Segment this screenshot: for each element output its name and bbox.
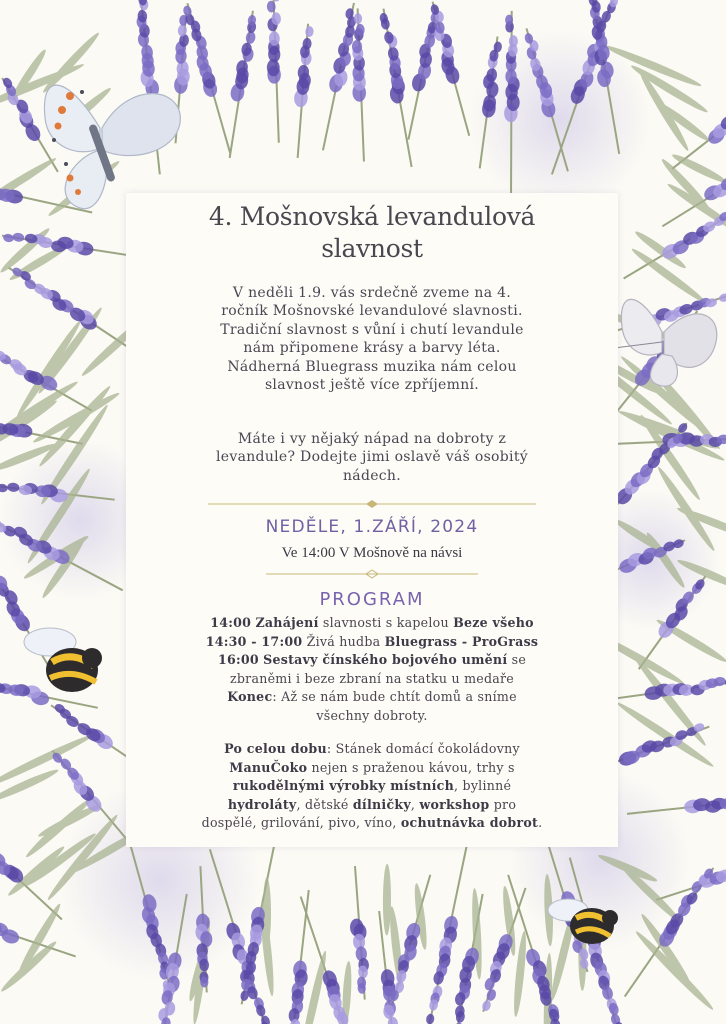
program-list — [132, 614, 612, 725]
program-item: Konec: Až se nám bude chtít domů a sníme — [227, 689, 517, 704]
invitation-line: Tradiční slavnost s vůní i chutí levandule — [220, 321, 524, 338]
info-line: dospělé, grilování, pivo, víno, ochutnávka dobrot. — [201, 815, 543, 830]
event-title-line-2: slavnost — [321, 234, 423, 263]
ideas-line: nádech. — [342, 467, 402, 484]
info-line: ManuČoko nejen s praženou kávou, trhy s — [229, 759, 515, 775]
bee-left-icon — [24, 628, 102, 692]
invitation-line: Nádherná Bluegrass muzika nám celou — [227, 358, 517, 375]
program-item: 14:00 Zahájení slavnosti s kapelou Beze všeho — [210, 615, 534, 630]
program-item: 14:30 - 17:00 Živá hudba Bluegrass - ProGrass — [205, 633, 539, 649]
program-item: 16:00 Sestavy čínského bojového umění se — [217, 652, 527, 667]
event-time-place: Ve 14:00 V Mošnově na návsi — [281, 545, 463, 561]
ideas-line: levandule? Dodejte jimi oslavě váš osobitý — [216, 449, 528, 466]
info-line: hydroláty, dětské dílničky, workshop pro — [227, 796, 517, 812]
info-line: Po celou dobu: Stánek domácí čokoládovny — [224, 741, 520, 756]
invitation-line: slavnost ještě více zpříjemní. — [264, 377, 480, 394]
divider-top — [208, 499, 536, 509]
invitation-line: ročník Mošnovské levandulové slavnosti. — [221, 303, 523, 320]
program-item: všechny dobroty. — [316, 707, 428, 723]
event-title — [126, 201, 618, 265]
ideas-line: Máte i vy nějaký nápad na dobroty z — [237, 431, 507, 447]
invitation-card — [126, 193, 618, 847]
invitation-text — [140, 284, 604, 394]
program-heading: PROGRAM — [319, 589, 425, 610]
invitation-line: nám připomene krásy a barvy léta. — [243, 340, 501, 357]
divider-bottom — [266, 569, 478, 579]
event-date: NEDĚLE, 1.ZÁŘÍ, 2024 — [265, 517, 479, 537]
ideas-text — [140, 430, 604, 485]
info-line: rukodělnými výrobky místních, bylinné — [232, 778, 512, 793]
all-day-info — [132, 740, 612, 833]
invitation-line: V neděli 1.9. vás srdečně zveme na 4. — [232, 285, 512, 301]
event-title-line-1: 4. Mošnovská levandulová — [208, 202, 536, 231]
program-item: zbraněmi i beze zbraní na statku u medaře — [229, 670, 515, 686]
butterfly-top-left-icon — [44, 85, 180, 209]
